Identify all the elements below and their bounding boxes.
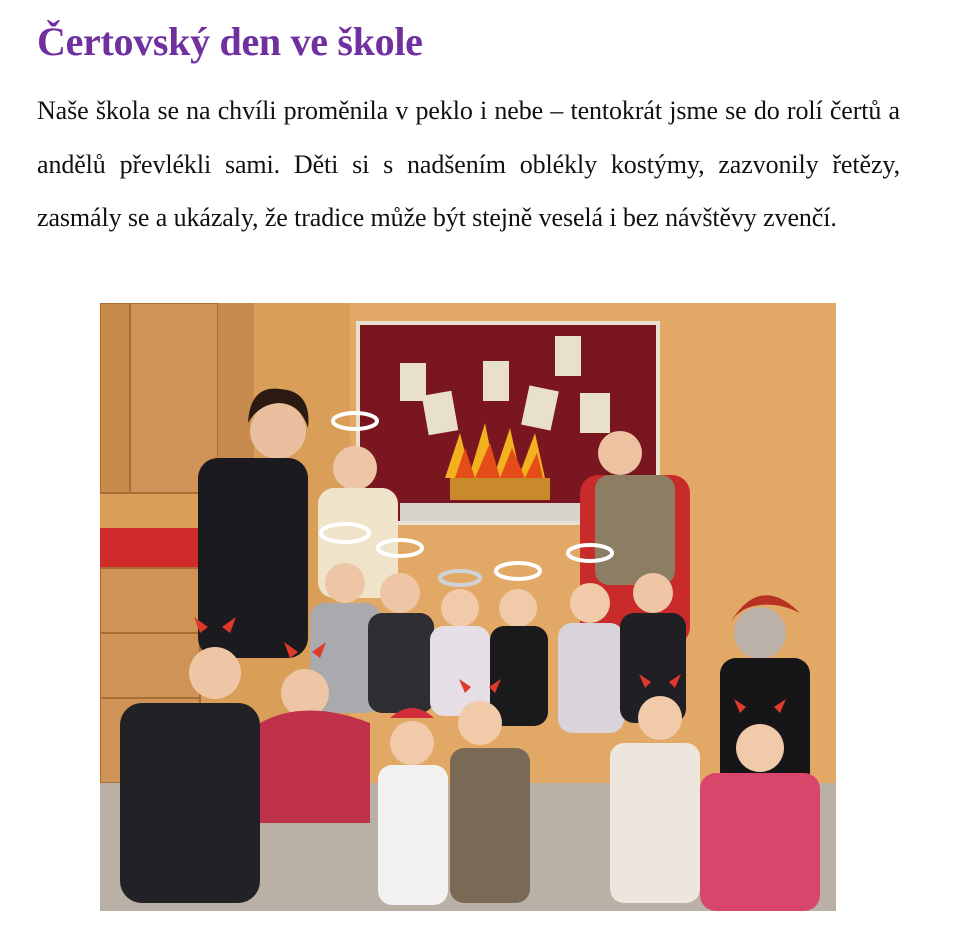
page-title: Čertovský den ve škole	[37, 19, 423, 64]
article-paragraph: Naše škola se na chvíli proměnila v peklo i nebe – tentokrát jsme se do rolí čertů a andělů převlékli sami. Děti si s nadšením oblékly kostýmy, zazvonily řetězy, zasmály se a ukázaly, že tradice může být stejně veselá i bez návštěvy zvenčí.	[37, 96, 900, 232]
group-photo-illustration	[100, 303, 836, 911]
group-photo	[100, 303, 836, 911]
